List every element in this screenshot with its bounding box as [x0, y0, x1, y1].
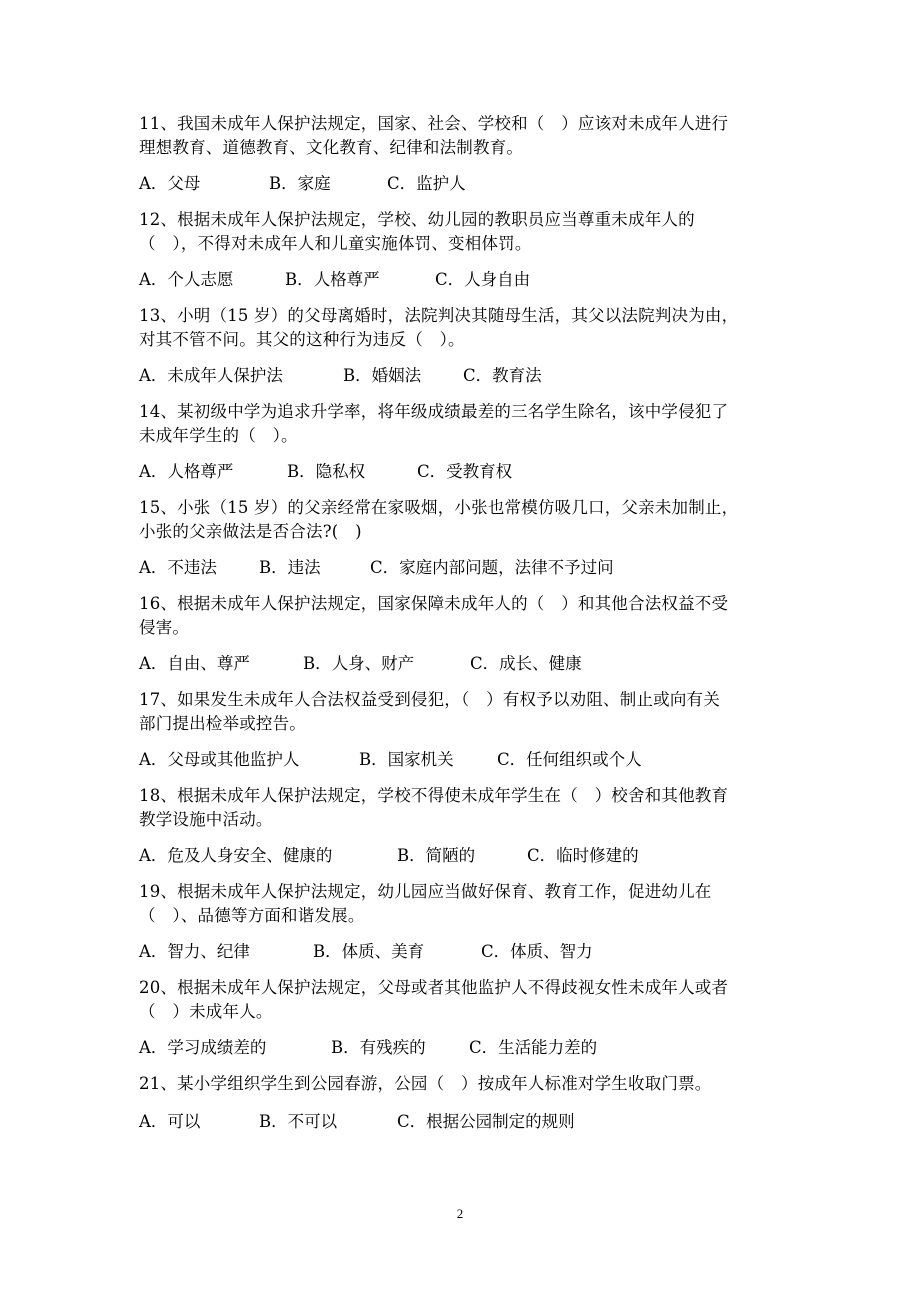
question-12-line-2: （ ），不得对未成年人和儿童实施体罚、变相体罚。 [139, 234, 532, 253]
option-a: A．可以 [139, 1112, 201, 1131]
question-12-line-1: 12、根据未成年人保护法规定，学校、幼儿园的教职员应当尊重未成年人的 [139, 210, 695, 229]
question-15-line-1: 15、小张（15 岁）的父亲经常在家吸烟，小张也常模仿吸几口，父亲未加制止， [139, 498, 739, 517]
option-b: B．家庭 [269, 174, 331, 193]
option-c: C．家庭内部问题，法律不予过问 [370, 558, 614, 577]
option-a: A．未成年人保护法 [139, 366, 283, 385]
option-c: C．任何组织或个人 [497, 750, 642, 769]
option-b: B．人身、财产 [303, 654, 415, 673]
question-20-line-2: （ ）未成年人。 [139, 1002, 273, 1021]
option-b: B．国家机关 [359, 750, 454, 769]
option-b: B．有残疾的 [331, 1038, 426, 1057]
question-15-line-2: 小张的父亲做法是否合法?( ) [139, 522, 362, 541]
option-c: C．生活能力差的 [469, 1038, 598, 1057]
question-16-line-2: 侵害。 [139, 618, 190, 637]
page-number: 2 [456, 1206, 464, 1221]
question-19-line-1: 19、根据未成年人保护法规定，幼儿园应当做好保育、教育工作，促进幼儿在 [139, 882, 712, 901]
question-17-line-1: 17、如果发生未成年人合法权益受到侵犯，（ ）有权予以劝阻、制止或向有关 [139, 690, 720, 709]
question-21-line-1: 21、某小学组织学生到公园春游，公园（ ）按成年人标准对学生收取门票。 [139, 1074, 712, 1093]
option-a: A．个人志愿 [139, 270, 234, 289]
option-b: B．隐私权 [287, 462, 366, 481]
option-b: B．不可以 [259, 1112, 338, 1131]
option-b: B．体质、美育 [313, 942, 425, 961]
option-c: C．受教育权 [417, 462, 513, 481]
question-16-line-1: 16、根据未成年人保护法规定，国家保障未成年人的（ ）和其他合法权益不受 [139, 594, 729, 613]
question-13-line-1: 13、小明（15 岁）的父母离婚时，法院判决其随母生活，其父以法院判决为由， [139, 306, 739, 325]
option-a: A．学习成绩差的 [139, 1038, 267, 1057]
option-b: B．婚姻法 [343, 366, 422, 385]
option-a: A．父母 [139, 174, 201, 193]
option-c: C．体质、智力 [481, 942, 593, 961]
option-c: C．临时修建的 [527, 846, 639, 865]
question-17-line-2: 部门提出检举或控告。 [139, 714, 306, 733]
option-a: A．不违法 [139, 558, 217, 577]
option-c: C．根据公园制定的规则 [397, 1112, 575, 1131]
option-a: A．智力、纪律 [139, 942, 250, 961]
option-b: B．违法 [259, 558, 321, 577]
option-a: A．危及人身安全、健康的 [139, 846, 333, 865]
question-18-line-1: 18、根据未成年人保护法规定，学校不得使未成年学生在（ ）校舍和其他教育 [139, 786, 729, 805]
option-b: B．人格尊严 [285, 270, 380, 289]
question-18-line-2: 教学设施中活动。 [139, 810, 273, 829]
option-b: B．简陋的 [397, 846, 476, 865]
question-11-line-2: 理想教育、道德教育、文化教育、纪律和法制教育。 [139, 138, 524, 157]
option-a: A．自由、尊严 [139, 654, 250, 673]
question-20-line-1: 20、根据未成年人保护法规定，父母或者其他监护人不得歧视女性未成年人或者 [139, 978, 729, 997]
option-c: C．教育法 [463, 366, 542, 385]
option-a: A．人格尊严 [139, 462, 234, 481]
question-14-line-1: 14、某初级中学为追求升学率，将年级成绩最差的三名学生除名，该中学侵犯了 [139, 402, 729, 421]
question-19-line-2: （ ）、品德等方面和谐发展。 [139, 906, 365, 925]
option-c: C．成长、健康 [470, 654, 582, 673]
question-14-line-2: 未成年学生的（ ）。 [139, 426, 298, 445]
option-a: A．父母或其他监护人 [139, 750, 300, 769]
question-11-line-1: 11、我国未成年人保护法规定，国家、社会、学校和（ ）应该对未成年人进行 [139, 114, 729, 133]
option-c: C．监护人 [387, 174, 466, 193]
question-13-line-2: 对其不管不问。其父的这种行为违反（ ）。 [139, 330, 465, 349]
option-c: C．人身自由 [435, 270, 531, 289]
